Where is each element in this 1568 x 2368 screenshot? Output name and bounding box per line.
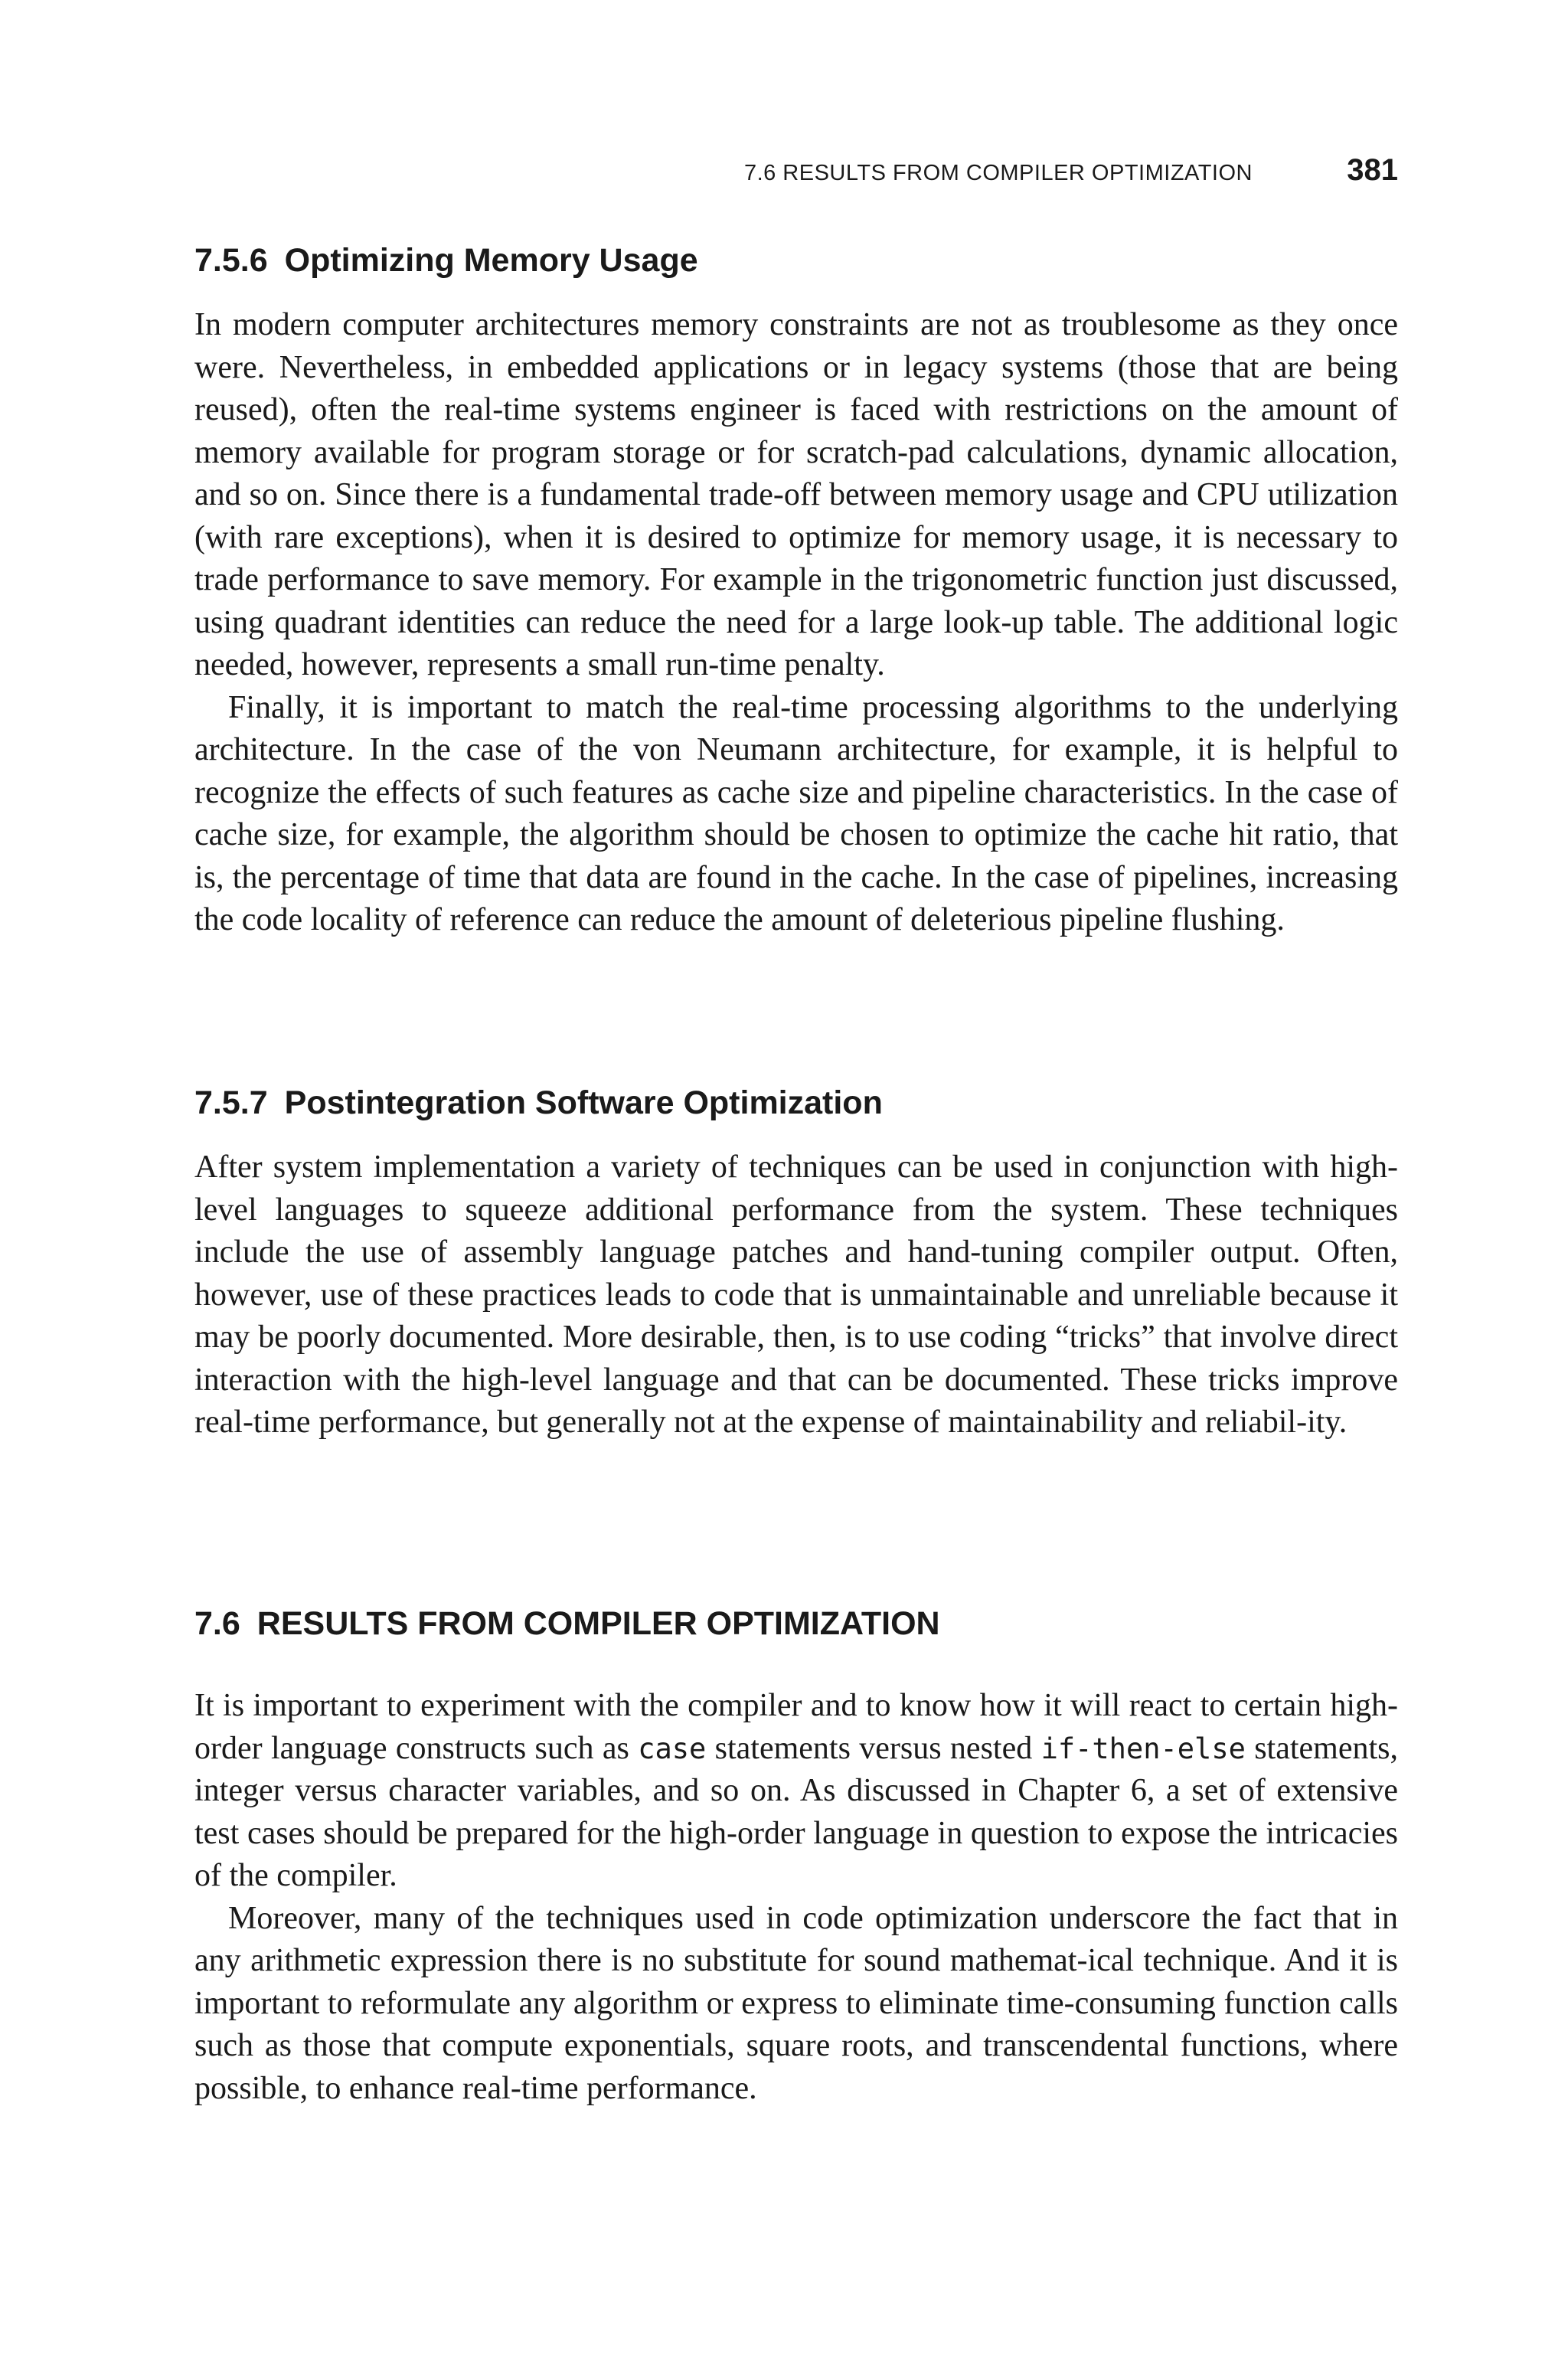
code-keyword: case [638, 1732, 707, 1765]
subsection-title: Optimizing Memory Usage [284, 242, 698, 279]
section-7-5-6 [194, 239, 1398, 942]
subsection-number: 7.5.7 [194, 1084, 268, 1121]
paragraph: In modern computer architectures memory constraints are not as troublesome as they once were. Nevertheless, in embedded applications or in legacy systems (those that are being reused), often the real-time systems engineer is faced with restrictions on the amount of memory available for program storage or for scratch-pad calculations, dynamic allocation, and so on. Since there is a fundamental trade-off between memory usage and CPU utilization (with rare exceptions), when it is desired to optimize for memory usage, it is necessary to trade performance to save memory. For example in the trigonometric function just discussed, using quadrant identities can reduce the need for a large look-up table. The additional logic needed, however, represents a small run-time penalty. [194, 307, 1398, 682]
text-run: statements, integer versus character variables, and so on. As discussed in Chapter 6, a set of extensive test cases should be prepared for the high-order language in question to expose the intricacies of the compiler. [194, 1730, 1399, 1893]
text-run: statements versus nested [706, 1730, 1041, 1766]
section-title: RESULTS FROM COMPILER OPTIMIZATION [256, 1605, 940, 1642]
section-number: 7.6 [194, 1605, 240, 1642]
subsection-heading [194, 239, 1398, 282]
paragraph: After system implementation a variety of techniques can be used in conjunction with high-level languages to squeeze additional performance from the system. These techniques include the use of assembly language patches and hand-tuning compiler output. Often, however, use of these practices leads to code that is unmaintainable and unreliable because it may be poorly documented. More desirable, then, is to use coding “tricks” that involve direct interaction with the high-level language and that can be documented. These tricks improve real-time performance, but generally not at the expense of maintainability and reliabil-ity. [194, 1150, 1398, 1440]
paragraph [194, 1685, 1398, 1898]
page-number: 381 [1347, 153, 1398, 187]
section-7-6 [194, 1602, 1398, 2110]
subsection-heading [194, 1081, 1398, 1124]
section-7-5-7 [194, 1081, 1398, 1444]
section-heading [194, 1602, 1398, 1645]
running-head [194, 153, 1398, 199]
subsection-number: 7.5.6 [194, 242, 268, 279]
subsection-title: Postintegration Software Optimization [284, 1084, 883, 1121]
paragraph: Finally, it is important to match the real-time processing algorithms to the underlying architecture. In the case of the von Neumann architecture, for example, it is helpful to recognize the effects of such features as cache size and pipeline characteristics. In the case of cache size, for example, the algorithm should be chosen to optimize the cache hit ratio, that is, the percentage of time that data are found in the cache. In the case of pipelines, increasing the code locality of reference can reduce the amount of deleterious pipeline flushing. [194, 689, 1398, 937]
text-run: It is important to experiment with the compiler and to know how it will react to certain high-order language constructs such as [194, 1688, 1398, 1766]
code-keyword: if-then-else [1040, 1732, 1246, 1765]
paragraph: Moreover, many of the techniques used in code optimization underscore the fact that in any arithmetic expression there is no substitute for sound mathemat-ical technique. And it is important to reformulate any algorithm or express to eliminate time-consuming function calls such as those that compute exponentials, square roots, and transcendental functions, where possible, to enhance real-time performance. [194, 1900, 1398, 2106]
running-head-title: 7.6 RESULTS FROM COMPILER OPTIMIZATION [743, 161, 1253, 185]
